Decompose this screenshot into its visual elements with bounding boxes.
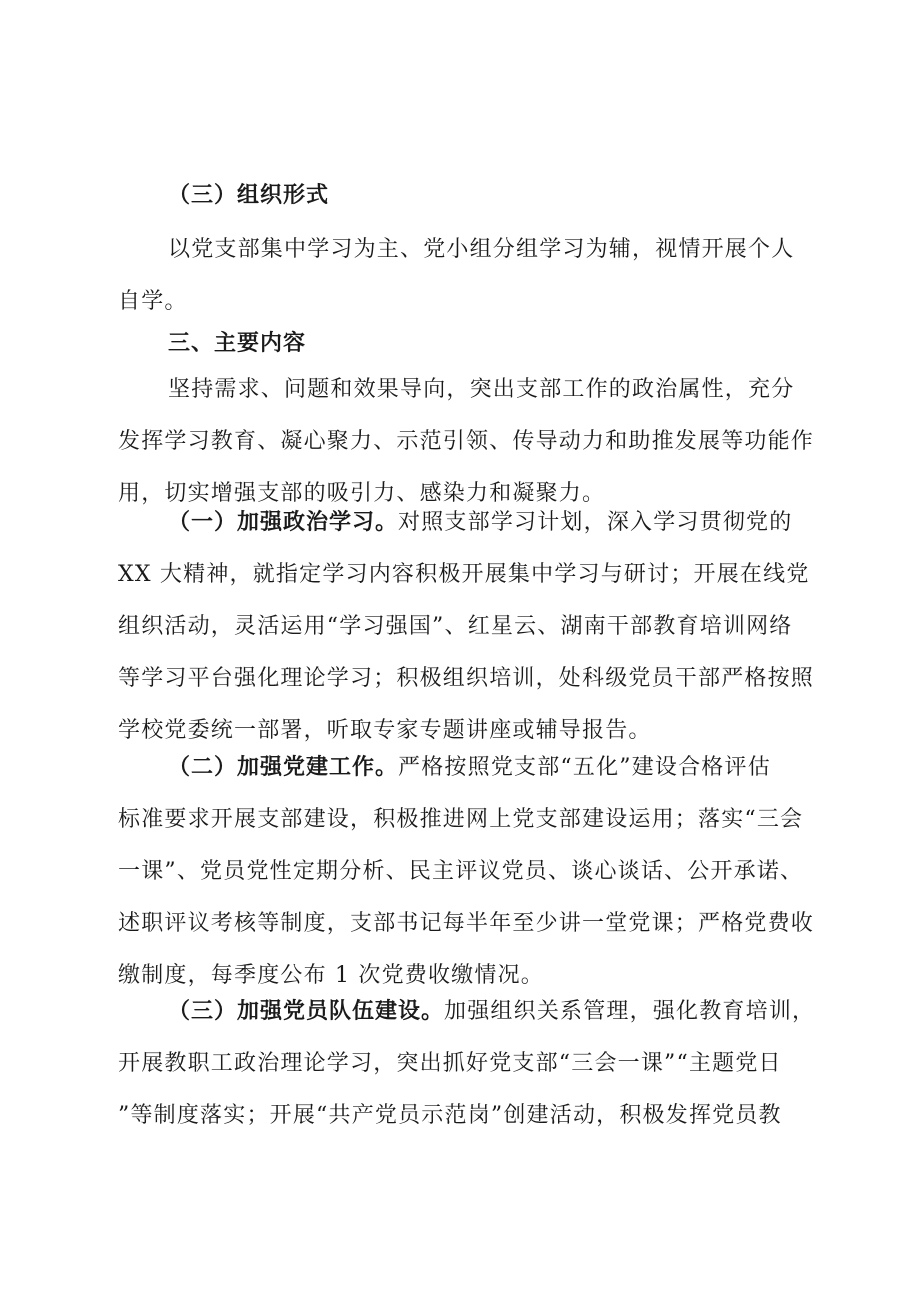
paragraph-line: 学校党委统一部署，听取专家专题讲座或辅导报告。 (118, 718, 652, 743)
paragraph-line: 标准要求开展支部建设，积极推进网上党支部建设运用；落实“三会 (118, 807, 804, 832)
paragraph-line: 发挥学习教育、凝心聚力、示范引领、传导动力和助推发展等功能作 (118, 429, 815, 454)
paragraph-line: 自学。 (118, 289, 188, 314)
paragraph-line: 一课”、党员党性定期分析、民主评议党员、谈心谈话、公开承诺、 (118, 859, 804, 884)
section-heading-org-form: （三）组织形式 (168, 183, 330, 208)
paragraph-org-form (118, 224, 818, 328)
paragraph-line: ”等制度落实；开展“共产党员示范岗”创建活动，积极发挥党员教 (118, 1103, 782, 1128)
item-line-rest: 严格按照党支部“五化”建设合格评估 (398, 755, 771, 780)
paragraph-line: 缴制度，每季度公布 1 次党费收缴情况。 (118, 963, 544, 988)
paragraph-line: 用，切实增强支部的吸引力、感染力和凝聚力。 (118, 481, 606, 506)
paragraph-line: 组织活动，灵活运用“学习强国”、红星云、湖南干部教育培训网络 (118, 614, 793, 639)
paragraph-line: 开展教职工政治理论学习，突出抓好党支部“三会一课”“主题党日 (118, 1051, 782, 1076)
section-heading-main-content: 三、主要内容 (168, 331, 307, 356)
paragraph-line (118, 986, 818, 1038)
paragraph-line: XX 大精神，就指定学习内容积极开展集中学习与研讨；开展在线党 (118, 562, 810, 587)
paragraph-item-1 (118, 497, 818, 757)
item-lead: （二）加强党建工作。 (168, 755, 399, 780)
paragraph-line: 述职评议考核等制度，支部书记每半年至少讲一堂党课；严格党费收 (118, 911, 815, 936)
paragraph-line (118, 497, 818, 549)
paragraph-line: 坚持需求、问题和效果导向，突出支部工作的政治属性，充分 (168, 377, 795, 402)
paragraph-line: 以党支部集中学习为主、党小组分组学习为辅，视情开展个人 (168, 237, 795, 262)
item-lead: （三）加强党员队伍建设。 (168, 999, 445, 1024)
item-lead: （一）加强政治学习。 (168, 510, 399, 535)
paragraph-line (118, 742, 818, 794)
paragraph-item-3 (118, 986, 818, 1142)
paragraph-item-2 (118, 742, 818, 1002)
item-line-rest: 加强组织关系管理，强化教育培训， (444, 999, 816, 1024)
paragraph-line: 等学习平台强化理论学习；积极组织培训，处科级党员干部严格按照 (118, 666, 815, 691)
item-line-rest: 对照支部学习计划，深入学习贯彻党的 (398, 510, 793, 535)
